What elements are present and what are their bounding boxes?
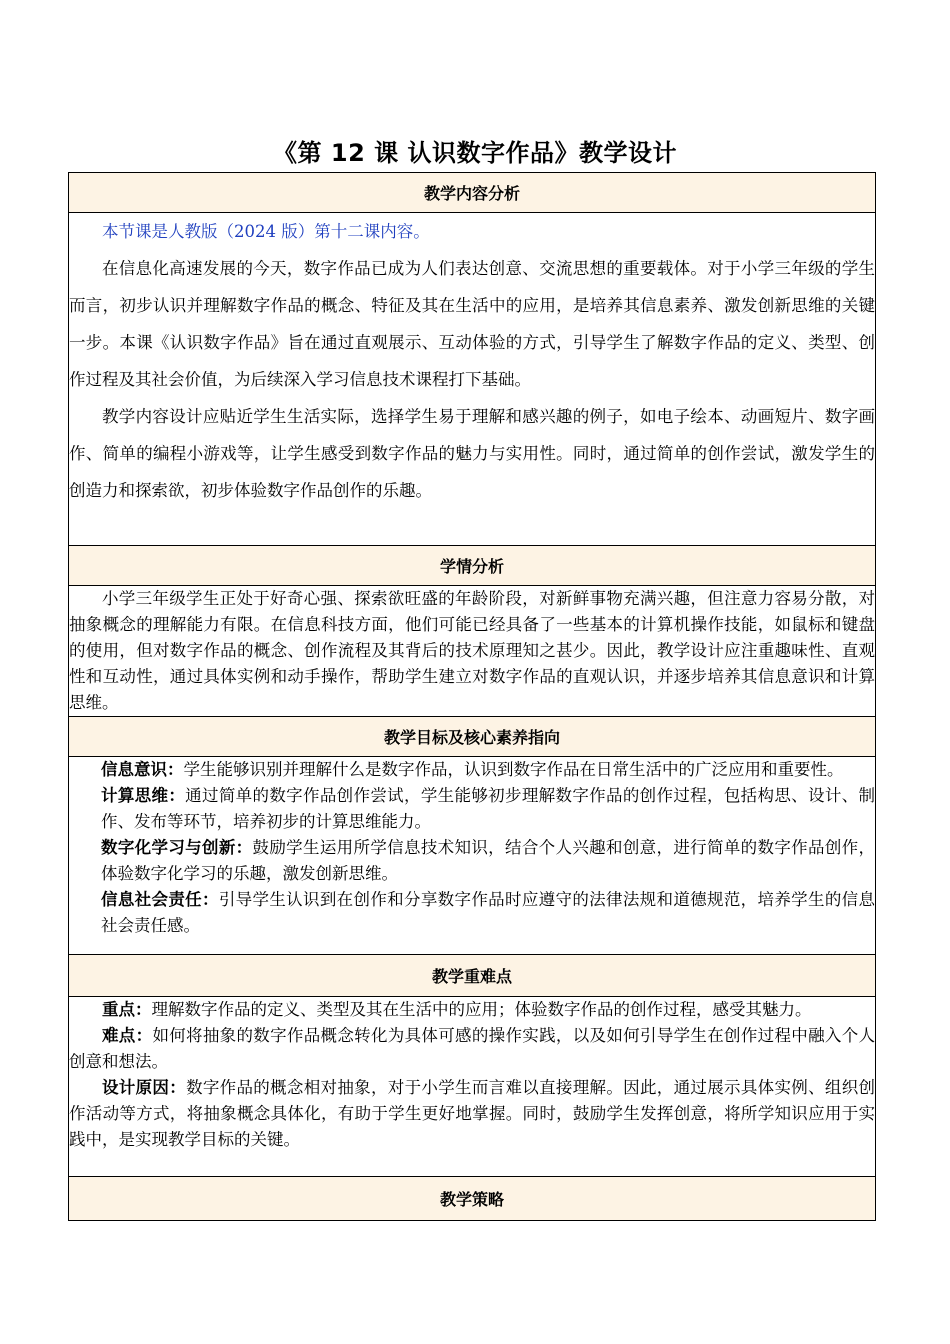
key-point-item [69,997,875,1023]
section-header-row [69,717,876,757]
key-point-text: 理解数字作品的定义、类型及其在生活中的应用；体验数字作品的创作过程，感受其魅力。 [151,1000,812,1019]
goal-label: 数字化学习与创新： [101,838,253,857]
section-header-row [69,546,876,586]
goal-text: 学生能够识别并理解什么是数字作品，认识到数字作品在日常生活中的广泛应用和重要性。 [183,760,844,779]
goal-item [101,835,875,887]
section-header-row [69,173,876,213]
goal-item [101,887,875,939]
section-header-row [69,1177,876,1221]
goal-item [101,783,875,835]
key-points-body [69,997,876,1177]
strategy-header: 教学策略 [69,1177,876,1221]
goal-item [101,757,875,783]
goal-text: 鼓励学生运用所学信息技术知识，结合个人兴趣和创意，进行简单的数字作品创作，体验数字化学习的乐趣，激发创新思维。 [101,838,876,883]
goals-header: 教学目标及核心素养指向 [69,717,876,757]
goals-row [69,757,876,955]
key-point-item [69,1023,875,1075]
content-analysis-body [69,213,876,546]
goals-body [69,757,876,955]
lesson-plan-table [68,172,876,1221]
content-analysis-header: 教学内容分析 [69,173,876,213]
learner-analysis-paragraph: 小学三年级学生正处于好奇心强、探索欲旺盛的年龄阶段，对新鲜事物充满兴趣，但注意力容易分散，对抽象概念的理解能力有限。在信息科技方面，他们可能已经具备了一些基本的计算机操作技能，如鼠标和键盘的使用，但对数字作品的概念、创作流程及其背后的技术原理知之甚少。因此，教学设计应注重趣味性、直观性和互动性，通过具体实例和动手操作，帮助学生建立对数字作品的直观认识，并逐步培养其信息意识和计算思维。 [69,589,875,712]
content-analysis-paragraph-2: 教学内容设计应贴近学生生活实际，选择学生易于理解和感兴趣的例子，如电子绘本、动画短片、数字画作、简单的编程小游戏等，让学生感受到数字作品的魅力与实用性。同时，通过简单的创作尝试，激发学生的创造力和探索欲，初步体验数字作品创作的乐趣。 [69,407,875,500]
goal-text: 通过简单的数字作品创作尝试，学生能够初步理解数字作品的创作过程，包括构思、设计、制作、发布等环节，培养初步的计算思维能力。 [101,786,876,831]
key-points-header: 教学重难点 [69,955,876,997]
learner-analysis-header: 学情分析 [69,546,876,586]
key-point-item [69,1075,875,1153]
content-analysis-paragraph-1: 在信息化高速发展的今天，数字作品已成为人们表达创意、交流思想的重要载体。对于小学三年级的学生而言，初步认识并理解数字作品的概念、特征及其在生活中的应用，是培养其信息素养、激发创新思维的关键一步。本课《认识数字作品》旨在通过直观展示、互动体验的方式，引导学生了解数字作品的定义、类型、创作过程及其社会价值，为后续深入学习信息技术课程打下基础。 [69,259,875,389]
learner-analysis-row [69,586,876,717]
key-point-text: 数字作品的概念相对抽象，对于小学生而言难以直接理解。因此，通过展示具体实例、组织创作活动等方式，将抽象概念具体化，有助于学生更好地掌握。同时，鼓励学生发挥创意，将所学知识应用于实践中，是实现教学目标的关键。 [69,1078,876,1149]
key-point-label: 难点： [102,1026,153,1045]
document-title: 《第 12 课 认识数字作品》教学设计 [273,139,677,167]
key-points-row [69,997,876,1177]
goal-text: 引导学生认识到在创作和分享数字作品时应遵守的法律法规和道德规范，培养学生的信息社会责任感。 [101,890,876,935]
goal-label: 信息意识： [101,760,184,779]
key-point-label: 重点： [102,1000,152,1019]
learner-analysis-body [69,586,876,717]
content-analysis-intro: 本节课是人教版（2024 版）第十二课内容。 [102,222,430,241]
section-header-row [69,955,876,997]
key-point-text: 如何将抽象的数字作品概念转化为具体可感的操作实践，以及如何引导学生在创作过程中融入个人创意和想法。 [69,1026,876,1071]
goal-label: 计算思维： [101,786,186,805]
content-analysis-row [69,213,876,546]
goal-label: 信息社会责任： [101,890,219,909]
key-point-label: 设计原因： [102,1078,187,1097]
